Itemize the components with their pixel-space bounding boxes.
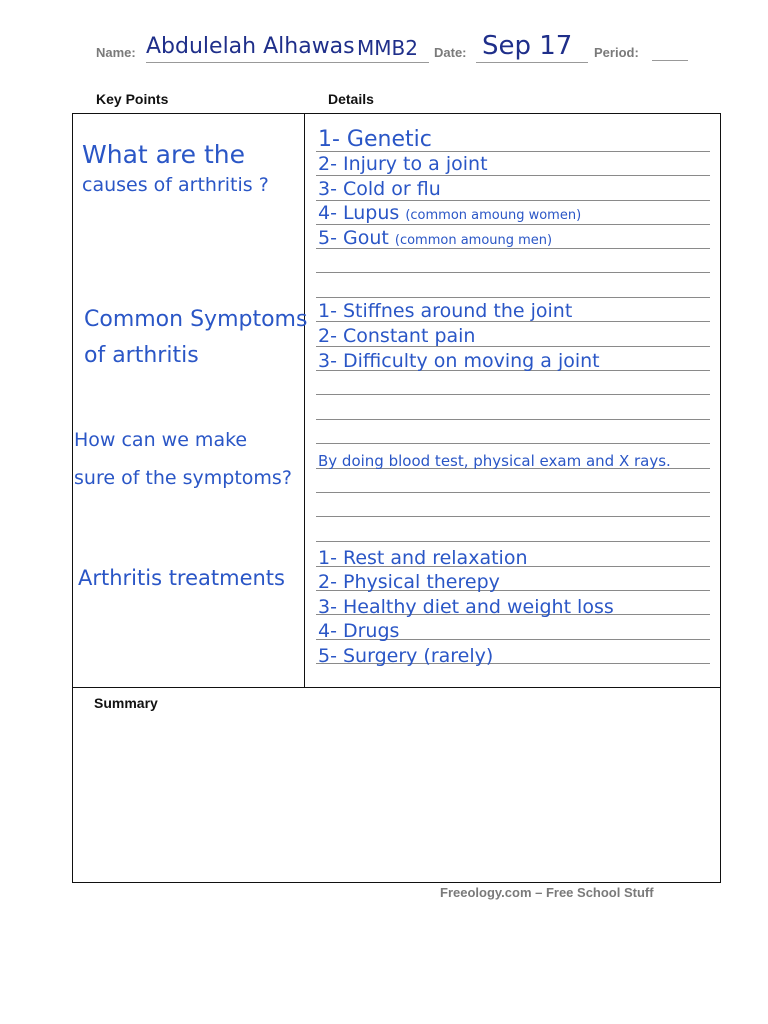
details-header: Details [328,91,374,107]
class-value: MMB2 [357,36,418,60]
key-point-line: What are the [82,140,246,169]
column-divider [304,113,305,687]
key-point-confirm [74,421,292,497]
period-label: Period: [594,45,639,60]
detail-note: (common amoung men) [394,233,553,248]
detail-item: 3- Cold or flu [318,178,441,200]
key-point-line: How can we make [74,429,248,451]
detail-item: 2- Constant pain [318,325,476,347]
detail-text: 4- Lupus [318,202,400,224]
detail-item: 1- Stiffnes around the joint [318,300,573,322]
key-point-symptoms [84,302,307,374]
name-label: Name: [96,45,136,60]
key-point-causes [82,140,269,200]
detail-item [318,226,552,253]
summary-label: Summary [94,695,158,711]
detail-item: 2- Physical therepy [318,571,500,593]
key-point-line: Common Symptoms [84,307,308,332]
date-value: Sep 17 [482,31,573,61]
detail-item: 5- Surgery (rarely) [318,645,494,667]
detail-item: 3- Healthy diet and weight loss [318,596,614,618]
name-value: Abdulelah Alhawas [146,34,355,59]
period-underline [652,60,688,61]
detail-item: 2- Injury to a joint [318,153,488,175]
detail-item: 1- Rest and relaxation [318,547,528,569]
date-label: Date: [434,45,467,60]
key-point-line: causes of arthritis ? [82,174,269,196]
name-underline [146,62,429,63]
key-points-header: Key Points [96,91,169,107]
detail-note: (common amoung women) [405,208,582,223]
date-underline [476,62,588,63]
key-point-line: Arthritis treatments [78,566,285,590]
key-point-line: of arthritis [84,343,199,368]
summary-divider [72,687,721,688]
detail-item: By doing blood test, physical exam and X rays. [318,452,671,470]
key-point-treatments [78,563,285,593]
detail-item: 1- Genetic [318,127,432,152]
detail-item [318,201,581,228]
detail-text: 5- Gout [318,227,389,249]
detail-item: 3- Difficulty on moving a joint [318,350,600,372]
footer-credit: Freeology.com – Free School Stuff [440,885,654,900]
detail-item: 4- Drugs [318,620,400,642]
key-point-line: sure of the symptoms? [74,467,292,489]
